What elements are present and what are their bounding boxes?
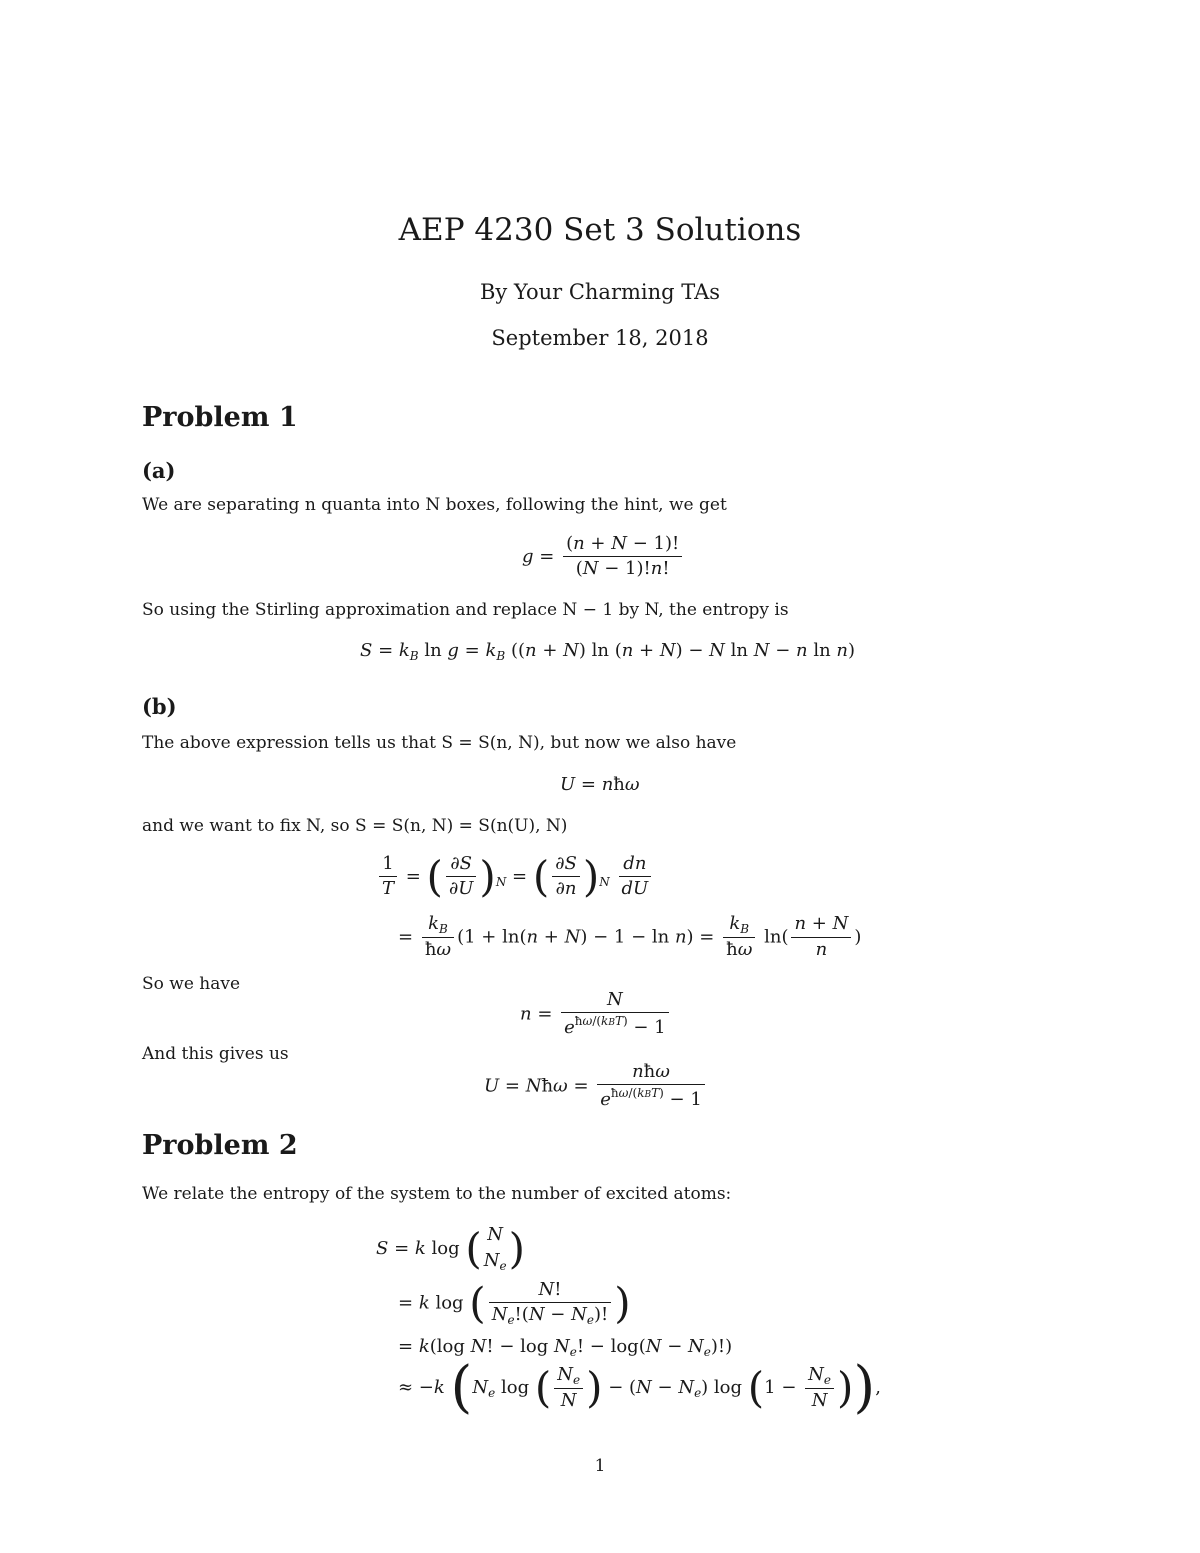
equation-p2-line4: ≈ −k ($N_e$ log ( $\frac{N_e}{N}$ ) − $(N - N_e)$ log (1 − $\frac{N_e}{N}$ )), (398, 1355, 881, 1420)
equation-p2-line2: = k log ( $\frac{N!}{N_e!(N - N_e)!}$ ) (398, 1278, 631, 1328)
part-a-intro: We are separating n quanta into N boxes, following the hint, we get (142, 495, 727, 515)
document-date: September 18, 2018 (491, 326, 709, 350)
equation-p2-line1: S = k log ( N $N_e$) (376, 1223, 525, 1274)
equation-temperature-1: $\frac{1}{T}$ = ( $\frac{\partial S}{\partial U}$ )$_N$ = ( $\frac{\partial S}{\partial n}$ )$_N$ $\frac{dn}{dU}$ (376, 852, 654, 902)
equation-U: U = Nħω = $\frac{\text{nħω}}{e^{ħ\omega/(kBT)} - 1}$ (484, 1060, 708, 1113)
part-b-heading: (b) (142, 694, 177, 719)
problem-2-intro: We relate the entropy of the system to the number of excited atoms: (142, 1184, 732, 1204)
document-title: AEP 4230 Set 3 Solutions (398, 212, 802, 248)
problem-2-heading: Problem 2 (142, 1130, 298, 1161)
part-b-intro: The above expression tells us that S = S(n, N), but now we also have (142, 733, 737, 753)
equation-energy: U = nħω (560, 774, 640, 795)
equation-temperature-2: = $\frac{k_B}{ħ\omega}$ (1 + ln(n + N) − 1 − ln n) = $\frac{k_B}{ħ\omega}$ ln( $\frac{n + N}{n}$ ) (398, 912, 861, 962)
equation-g: g = $\frac{(n + N - 1)!}{(N - 1)!n!}$ (522, 532, 685, 582)
part-a-heading: (a) (142, 458, 176, 483)
document-author: By Your Charming TAs (479, 280, 721, 304)
stirling-text: So using the Stirling approximation and replace N − 1 by N, the entropy is (142, 600, 789, 620)
equation-p2-line3: = k(log N! − $\log N_e$! − $\log(N - N_e)$!) (398, 1336, 733, 1359)
problem-1-heading: Problem 1 (142, 402, 298, 433)
fix-n-text: and we want to fix N, so S = S(n, N) = S(n(U), N) (142, 816, 568, 836)
equation-n: n = $\frac{N}{e^{ħ\omega/(kBT)} - 1}$ (520, 988, 672, 1041)
gives-us-text: And this gives us (142, 1044, 289, 1064)
so-we-have-text: So we have (142, 974, 241, 994)
page-number: 1 (594, 1456, 606, 1476)
equation-entropy: $S = k_B$ $\ln g = k_B$ ((n + N) ln (n + N) − N ln N − n ln n) (360, 640, 856, 663)
